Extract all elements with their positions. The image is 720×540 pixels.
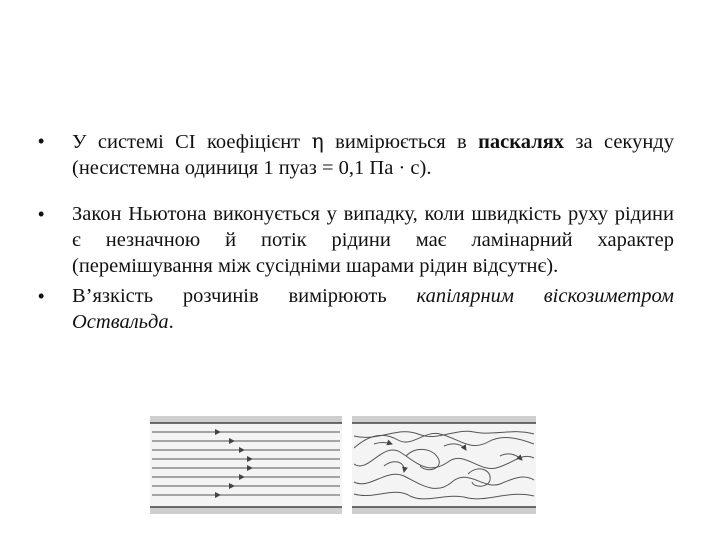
eta-symbol: η bbox=[311, 129, 324, 153]
bullet-text bbox=[72, 283, 674, 335]
text-fragment: . bbox=[168, 311, 174, 333]
bullet-marker: • bbox=[38, 131, 45, 151]
bullet-viscometer bbox=[38, 283, 674, 335]
text-fragment: В’язкість розчинів вимірюють bbox=[72, 285, 417, 307]
text-fragment: вимірюється в bbox=[323, 131, 479, 153]
bullet-list bbox=[38, 128, 674, 335]
flow-diagram bbox=[148, 412, 538, 518]
italic-term: капілярним віскозиметром Оствальда bbox=[72, 285, 675, 333]
laminar-flow-panel bbox=[150, 416, 342, 514]
bullet-marker: • bbox=[38, 204, 45, 224]
bullet-viscosity-units bbox=[38, 128, 674, 181]
bullet-text: Закон Ньютона виконується у випадку, коли швидкість руху рідини є незначною й потік рідини має ламінарний характер (перемішування між сусідніми шарами рідин відсутнє). bbox=[72, 203, 674, 277]
text-fragment: за секунду (несистемна одиниця 1 пуаз = 0,1 Па · с). bbox=[72, 131, 674, 179]
bullet-marker: • bbox=[38, 286, 45, 306]
turbulent-flow-panel bbox=[352, 416, 536, 514]
bullet-text bbox=[72, 128, 674, 181]
bold-term: паскалях bbox=[478, 131, 565, 153]
bullet-newton-law bbox=[38, 201, 674, 279]
text-fragment: У системі СІ коефіцієнт bbox=[72, 131, 312, 153]
